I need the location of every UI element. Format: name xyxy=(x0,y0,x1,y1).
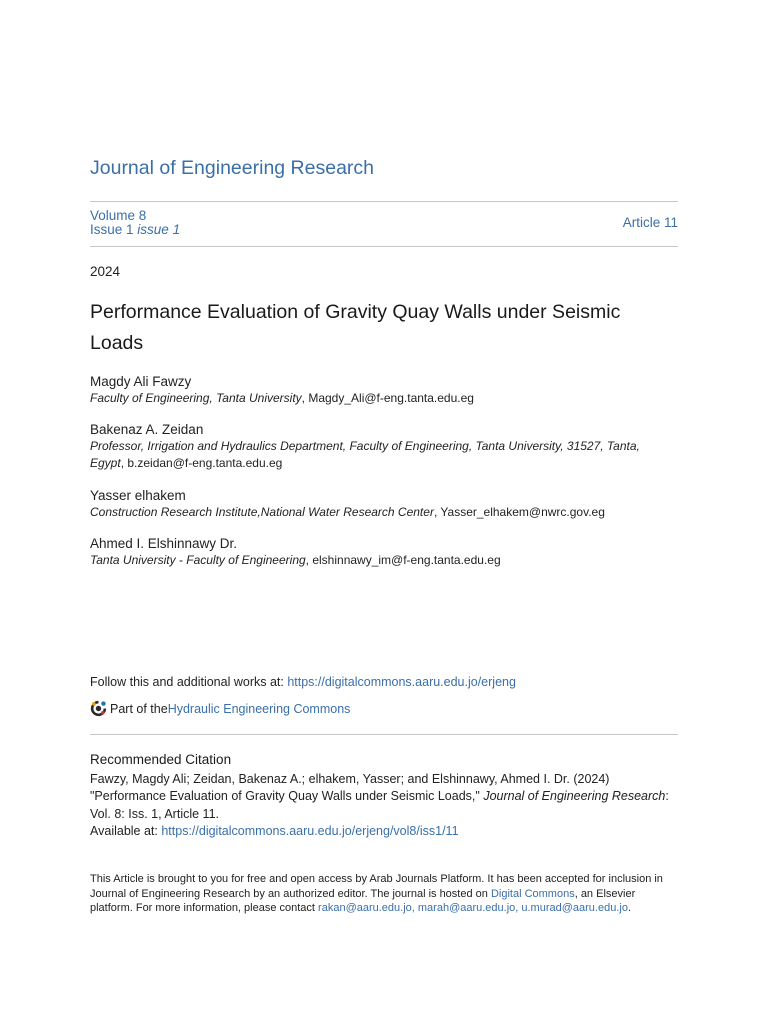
citation-divider xyxy=(90,734,678,735)
author-entry xyxy=(90,373,678,407)
access-text-end: . xyxy=(627,902,632,915)
follow-link[interactable]: https://digitalcommons.aaru.edu.jo/erjeng xyxy=(287,675,516,689)
author-entry xyxy=(90,535,678,569)
author-entry xyxy=(90,487,678,521)
affiliation-italic: Professor, Irrigation and Hydraulics Department, Faculty of Engineering, Tanta University, 31527, Tanta, xyxy=(90,439,640,453)
issue-label: Issue 1 xyxy=(90,222,134,237)
recommended-citation-heading: Recommended Citation xyxy=(90,752,232,767)
available-label: Available at: xyxy=(90,823,162,838)
issue-italic-label: issue 1 xyxy=(137,222,181,237)
citation-available xyxy=(90,823,678,840)
affiliation-italic: Faculty of Engineering, Tanta University xyxy=(90,391,302,405)
access-text: This Article is brought to you for free and open access by Arab Journals Platform. It has been accepted for inclusion in Journal of Engineering Research by an authorized editor. The journal is hosted on xyxy=(90,873,663,900)
publication-year: 2024 xyxy=(90,264,121,279)
citation-title-line xyxy=(90,788,678,805)
hydraulic-engineering-commons-link[interactable]: Hydraulic Engineering Commons xyxy=(167,701,351,716)
citation-journal: Journal of Engineering Research xyxy=(483,789,666,804)
issue-link[interactable] xyxy=(90,223,180,237)
article-url-link[interactable]: https://digitalcommons.aaru.edu.jo/erjeng/vol8/iss1/11 xyxy=(161,823,459,838)
author-email: , b.zeidan@f-eng.tanta.edu.eg xyxy=(120,456,283,470)
author-affiliation xyxy=(90,504,678,521)
author-name: Ahmed I. Elshinnawy Dr. xyxy=(90,536,238,551)
author-entry xyxy=(90,421,678,472)
author-email: , Magdy_Ali@f-eng.tanta.edu.eg xyxy=(301,391,474,405)
part-of-label: Part of the xyxy=(110,701,168,716)
citation-colon: : xyxy=(665,789,669,804)
citation-volume: Vol. 8: Iss. 1, Article 11. xyxy=(90,806,219,821)
paper-title-line-1: Performance Evaluation of Gravity Quay Walls under Seismic xyxy=(90,301,621,323)
affiliation-italic: Construction Research Institute,National Water Research Center xyxy=(90,505,434,519)
commons-network-icon xyxy=(90,700,107,717)
journal-title-link[interactable]: Journal of Engineering Research xyxy=(90,157,375,179)
article-number-link[interactable]: Article 11 xyxy=(622,215,678,230)
author-affiliation xyxy=(90,552,678,569)
author-affiliation xyxy=(90,390,678,407)
recommended-citation xyxy=(90,771,678,840)
follow-line xyxy=(90,675,516,689)
volume-issue-block xyxy=(90,209,180,237)
contact-email-links[interactable]: rakan@aaru.edu.jo, marah@aaru.edu.jo, u.murad@aaru.edu.jo xyxy=(318,902,628,915)
issue-divider xyxy=(90,246,678,247)
digital-commons-link[interactable]: Digital Commons xyxy=(490,887,575,900)
follow-label: Follow this and additional works at: xyxy=(90,675,288,689)
author-name: Magdy Ali Fawzy xyxy=(90,374,192,389)
author-email: , elshinnawy_im@f-eng.tanta.edu.eg xyxy=(305,553,501,567)
top-divider xyxy=(90,201,678,202)
access-text-contact: , an Elsevier platform. For more information, please contact xyxy=(90,887,636,915)
part-of-line xyxy=(90,700,350,717)
volume-link[interactable]: Volume 8 xyxy=(90,208,147,223)
paper-title-line-2: Loads xyxy=(90,332,144,354)
author-email: , Yasser_elhakem@nwrc.gov.eg xyxy=(433,505,605,519)
citation-authors: Fawzy, Magdy Ali; Zeidan, Bakenaz A.; elhakem, Yasser; and Elshinnawy, Ahmed I. Dr. (2024) xyxy=(90,772,610,786)
access-statement xyxy=(90,872,678,916)
author-name: Yasser elhakem xyxy=(90,488,186,503)
author-name: Bakenaz A. Zeidan xyxy=(90,422,204,437)
affiliation-italic: Tanta University - Faculty of Engineering xyxy=(90,553,306,567)
paper-title xyxy=(90,297,678,359)
citation-title: "Performance Evaluation of Gravity Quay Walls under Seismic Loads," xyxy=(90,789,484,804)
affiliation-italic: Egypt xyxy=(90,456,121,470)
author-affiliation xyxy=(90,438,678,472)
